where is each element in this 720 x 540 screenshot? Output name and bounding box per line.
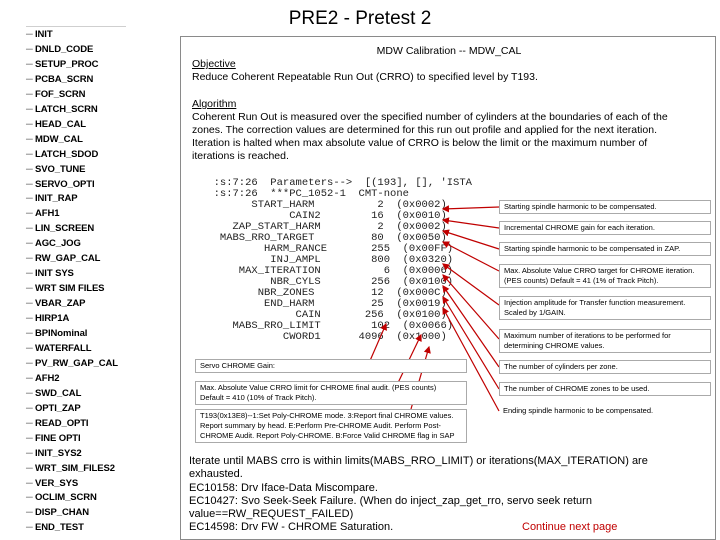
callout-nbr-zones: The number of CHROME zones to be used. — [499, 382, 711, 396]
callout-cword: T193(0x13E8)--1:Set Poly-CHROME mode. 3:Report final CHROME values. Report summary by head. E:Perform Pre-CHROME Audit. Perform Post-CHROME Audit. Report Poly-CHROME. B:Force Valid CHROME flag in SAP — [195, 409, 467, 443]
tree-connector: ─ — [26, 193, 33, 205]
procedure-label: PV_RW_GAP_CAL — [35, 357, 118, 369]
algorithm-line: iterations is reached. — [192, 150, 289, 162]
procedure-item — [26, 283, 104, 297]
tree-connector: ─ — [26, 58, 33, 70]
tree-connector: ─ — [26, 447, 33, 459]
procedure-item — [26, 433, 81, 447]
procedure-label: RW_GAP_CAL — [35, 253, 101, 265]
procedure-item — [26, 313, 69, 327]
tree-connector: ─ — [26, 118, 33, 130]
tree-connector: ─ — [26, 133, 33, 145]
procedure-item — [26, 478, 78, 492]
tree-connector: ─ — [26, 43, 33, 55]
procedure-label: HIRP1A — [35, 313, 70, 325]
procedure-item — [26, 298, 85, 312]
procedure-label: MDW_CAL — [35, 133, 83, 145]
tree-connector: ─ — [26, 522, 33, 534]
parameter-line: :s:7:26 Parameters--> [(193], [], 'ISTA — [201, 177, 472, 189]
procedure-label: INIT SYS — [35, 268, 74, 280]
procedure-label: BPINominal — [35, 328, 88, 339]
tree-connector: ─ — [26, 178, 33, 190]
procedure-label: LIN_SCREEN — [35, 223, 95, 235]
procedure-item — [26, 373, 59, 387]
procedure-item — [26, 89, 85, 103]
procedure-label: FINE OPTI — [35, 432, 81, 444]
procedure-label: VBAR_ZAP — [35, 298, 86, 310]
procedure-item — [26, 328, 87, 342]
procedure-label: HEAD_CAL — [35, 118, 86, 130]
tree-connector: ─ — [26, 253, 33, 265]
procedure-item — [26, 418, 88, 432]
tree-connector: ─ — [26, 432, 33, 444]
tree-connector: ─ — [26, 357, 33, 369]
procedure-item — [26, 358, 118, 372]
tree-connector: ─ — [26, 268, 33, 280]
tree-connector: ─ — [26, 148, 33, 160]
parameter-line: MABS_RRO_LIMIT 102 (0x0066) — [201, 320, 454, 332]
procedure-item — [26, 208, 59, 222]
tree-connector: ─ — [26, 417, 33, 429]
procedure-label: DISP_CHAN — [35, 507, 89, 519]
algorithm-line: Iteration is halted when max absolute value of CRRO is below the limit or the maximum number of — [192, 137, 648, 149]
algorithm-title: Algorithm — [192, 98, 237, 110]
parameter-line: :s:7:26 ***PC_1052-1 CMT-none — [201, 188, 409, 200]
tree-connector: ─ — [26, 223, 33, 235]
procedure-item — [26, 388, 81, 402]
procedure-label: SETUP_PROC — [35, 58, 99, 70]
procedure-label: INIT_RAP — [35, 193, 78, 205]
parameter-line: NBR_CYLS 256 (0x0100) — [201, 276, 454, 288]
tree-connector: ─ — [26, 477, 33, 489]
procedure-item — [26, 448, 82, 462]
tree-connector: ─ — [26, 342, 33, 354]
callout-zap-start: Starting spindle harmonic to be compensated in ZAP. — [499, 242, 711, 256]
mdw-cal-panel — [180, 36, 716, 540]
procedure-label: LATCH_SCRN — [35, 103, 98, 115]
procedure-item — [26, 134, 83, 148]
procedure-label: WRT SIM FILES — [35, 283, 105, 295]
callout-inj-ampl: Injection amplitude for Transfer function measurement. Scaled by 1/GAIN. — [499, 296, 711, 320]
procedure-label: WRT_SIM_FILES2 — [35, 462, 115, 474]
parameter-line: NBR_ZONES 12 (0x000C) — [201, 287, 447, 299]
note-line: value==RW_REQUEST_FAILED) — [189, 508, 354, 521]
procedure-item — [26, 343, 91, 357]
procedure-item — [26, 253, 100, 267]
callout-mabs-target: Max. Absolute Value CRRO target for CHROME iteration. (PES counts) Default = 41 (1% of Track Pitch). — [499, 264, 711, 288]
procedure-item — [26, 522, 84, 536]
procedure-label: FOF_SCRN — [35, 88, 86, 100]
procedure-label: SVO_TUNE — [35, 163, 86, 175]
parameter-line: INJ_AMPL 800 (0x0320) — [201, 254, 454, 266]
parameter-line: CAIN 256 (0x0100) — [201, 309, 447, 321]
tree-connector: ─ — [26, 208, 33, 220]
tree-connector: ─ — [26, 313, 33, 325]
procedure-label: INIT_SYS2 — [35, 447, 82, 459]
tree-connector: ─ — [26, 492, 33, 504]
parameter-line: CWORD1 4096 (0x1000) — [201, 331, 447, 343]
procedure-item — [26, 44, 93, 58]
procedure-item — [26, 29, 53, 43]
procedure-list — [26, 26, 126, 538]
objective-text: Reduce Coherent Repeatable Run Out (CRRO) to specified level by T193. — [192, 71, 538, 83]
result-notes — [189, 455, 709, 535]
parameter-line: HARM_RANCE 255 (0x00FF) — [201, 243, 454, 255]
procedure-item — [26, 463, 115, 477]
callout-servo-gain: Servo CHROME Gain: — [195, 359, 467, 373]
parameter-dump — [201, 178, 486, 358]
callout-nbr-cyls: The number of cylinders per zone. — [499, 360, 711, 374]
callout-max-iter: Maximum number of iterations to be performed for determining CHROME values. — [499, 329, 711, 353]
procedure-item — [26, 149, 98, 163]
parameter-line: CAIN2 16 (0x0010) — [201, 210, 447, 222]
continue-link[interactable]: Continue next page — [522, 521, 618, 533]
algorithm-line: Coherent Run Out is measured over the specified number of cylinders at the boundaries of each of the — [192, 111, 668, 123]
tree-connector: ─ — [26, 163, 33, 175]
procedure-item — [26, 74, 93, 88]
procedure-label: LATCH_SDOD — [35, 148, 99, 160]
procedure-label: AFH1 — [35, 208, 60, 220]
note-line: Iterate until MABS crro is within limits(MABS_RRO_LIMIT) or iterations(MAX_ITERATION) are — [189, 455, 648, 467]
procedure-label: SERVO_OPTI — [35, 178, 95, 190]
procedure-label: INIT — [35, 29, 53, 40]
callout-start-harm: Starting spindle harmonic to be compensated. — [499, 200, 711, 214]
procedure-label: WATERFALL — [35, 342, 92, 354]
tree-connector: ─ — [26, 372, 33, 384]
callout-gain2: Incremental CHROME gain for each iteration. — [499, 221, 711, 235]
procedure-label: SWD_CAL — [35, 387, 82, 399]
procedure-item — [26, 193, 77, 207]
tree-connector: ─ — [26, 298, 33, 310]
note-line: exhausted. — [189, 468, 243, 481]
tree-connector: ─ — [26, 238, 33, 250]
tree-connector: ─ — [26, 103, 33, 115]
parameter-line: END_HARM 25 (0x0019) — [201, 298, 447, 310]
procedure-item — [26, 59, 98, 73]
tree-connector: ─ — [26, 507, 33, 519]
tree-connector: ─ — [26, 88, 33, 100]
slide-title: PRE2 - Pretest 2 — [288, 8, 432, 29]
procedure-label: AFH2 — [35, 372, 60, 384]
procedure-item — [26, 268, 74, 282]
callout-mabs-limit: Max. Absolute Value CRRO limit for CHROME final audit. (PES counts) Default = 410 (10% of Track Pitch). — [195, 381, 467, 405]
procedure-item — [26, 104, 98, 118]
tree-connector: ─ — [26, 73, 33, 85]
panel-header: MDW Calibration -- MDW_CAL — [376, 45, 522, 57]
procedure-label: READ_OPTI — [35, 417, 89, 429]
procedure-item — [26, 403, 81, 417]
parameter-line: START_HARM 2 (0x0002) — [201, 199, 447, 211]
tree-connector: ─ — [26, 328, 33, 339]
procedure-label: PCBA_SCRN — [35, 73, 94, 85]
procedure-label: OPTI_ZAP — [35, 402, 81, 414]
parameter-line: MABS_RRO_TARGET 80 (0x0050) — [201, 232, 447, 244]
procedure-label: AGC_JOG — [35, 238, 81, 250]
parameter-line: ZAP_START_HARM 2 (0x0002) — [201, 221, 447, 233]
parameter-line: MAX_ITERATION 6 (0x0006) — [201, 265, 454, 277]
tree-connector: ─ — [26, 283, 33, 295]
procedure-label: DNLD_CODE — [35, 43, 94, 55]
procedure-label: VER_SYS — [35, 477, 79, 489]
tree-connector: ─ — [26, 387, 33, 399]
procedure-item — [26, 492, 97, 506]
note-line: EC10158: Drv Iface-Data Miscompare. — [189, 481, 378, 494]
tree-connector: ─ — [26, 462, 33, 474]
algorithm-line: zones. The correction values are determined for this run out profile and applied for the next iteration. — [192, 124, 657, 136]
procedure-label: END_TEST — [35, 522, 84, 534]
procedure-item — [26, 223, 94, 237]
callout-end-harm: Ending spindle harmonic to be compensated. — [503, 406, 654, 415]
procedure-item — [26, 179, 95, 193]
tree-connector: ─ — [26, 402, 33, 414]
procedure-item — [26, 238, 81, 252]
note-line: EC10427: Svo Seek-Seek Failure. (When do inject_zap_get_rro, servo seek return — [189, 494, 592, 507]
procedure-item — [26, 164, 85, 178]
tree-connector: ─ — [26, 29, 33, 40]
note-line: EC14598: Drv FW - CHROME Saturation. — [189, 521, 394, 534]
procedure-item — [26, 507, 89, 521]
procedure-label: OCLIM_SCRN — [35, 492, 97, 504]
algorithm-text — [192, 111, 702, 163]
procedure-item — [26, 119, 86, 133]
objective-title: Objective — [192, 58, 236, 70]
